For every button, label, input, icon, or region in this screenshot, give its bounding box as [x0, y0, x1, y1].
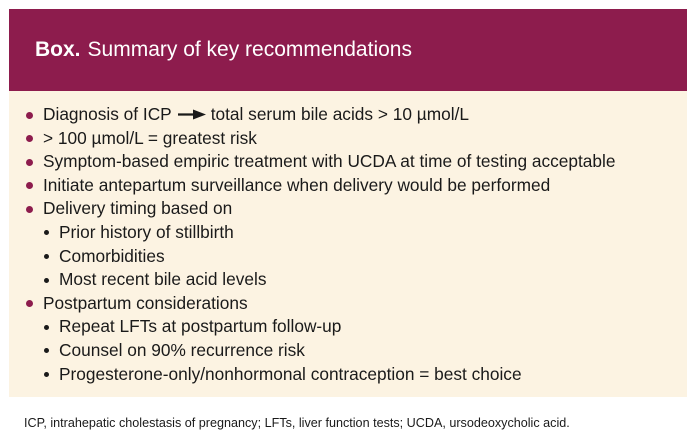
sub-list-item-text: Prior history of stillbirth [59, 221, 234, 242]
list-item [26, 150, 687, 174]
bullet-icon [26, 206, 33, 213]
sub-list-item-text: Repeat LFTs at postpartum follow-up [59, 316, 342, 337]
sub-list-item-text: Progesterone-only/nonhormonal contraception = best choice [59, 363, 522, 384]
box-body [9, 91, 687, 397]
list-item-text: Symptom-based empiric treatment with UCDA at time of testing acceptable [43, 151, 616, 172]
recommendations-list [26, 103, 687, 386]
sub-bullet-icon [44, 230, 49, 235]
bullet-icon [26, 159, 33, 166]
list-item [26, 127, 687, 151]
list-item-text: total serum bile acids > 10 µmol/L [210, 104, 469, 124]
list-item-text: Delivery timing based on [43, 198, 233, 219]
list-item-text: Initiate antepartum surveillance when delivery would be performed [43, 174, 551, 195]
sub-list-item-text: Counsel on 90% recurrence risk [59, 339, 305, 360]
bullet-icon [26, 112, 33, 119]
box-label: Box. [35, 38, 81, 61]
box-header [9, 9, 687, 91]
sub-bullet-icon [44, 372, 49, 377]
sub-list [43, 221, 687, 292]
bullet-icon [26, 135, 33, 142]
sub-list-item-text: Comorbidities [59, 245, 165, 266]
list-item [26, 174, 687, 198]
footnote: ICP, intrahepatic cholestasis of pregnancy; LFTs, liver function tests; UCDA, ursodeoxycholic acid. [24, 416, 570, 430]
sub-list-item [43, 363, 687, 387]
sub-bullet-icon [44, 325, 49, 330]
bullet-icon [26, 300, 33, 307]
right-arrow-icon [178, 109, 207, 120]
sub-list-item-text: Most recent bile acid levels [59, 269, 267, 290]
sub-bullet-icon [44, 254, 49, 259]
box-title: Summary of key recommendations [87, 38, 412, 61]
sub-list-item [43, 315, 687, 339]
list-item [26, 292, 687, 386]
sub-list-item [43, 245, 687, 269]
sub-bullet-icon [44, 278, 49, 283]
list-item [26, 103, 687, 127]
sub-list-item [43, 339, 687, 363]
sub-list-item [43, 221, 687, 245]
list-item-text: Postpartum considerations [43, 292, 248, 313]
sub-list [43, 315, 687, 386]
list-item-text: > 100 µmol/L = greatest risk [43, 127, 257, 148]
list-item [26, 197, 687, 291]
sub-bullet-icon [44, 348, 49, 353]
bullet-icon [26, 182, 33, 189]
list-item-text: Diagnosis of ICP [43, 104, 172, 124]
sub-list-item [43, 268, 687, 292]
